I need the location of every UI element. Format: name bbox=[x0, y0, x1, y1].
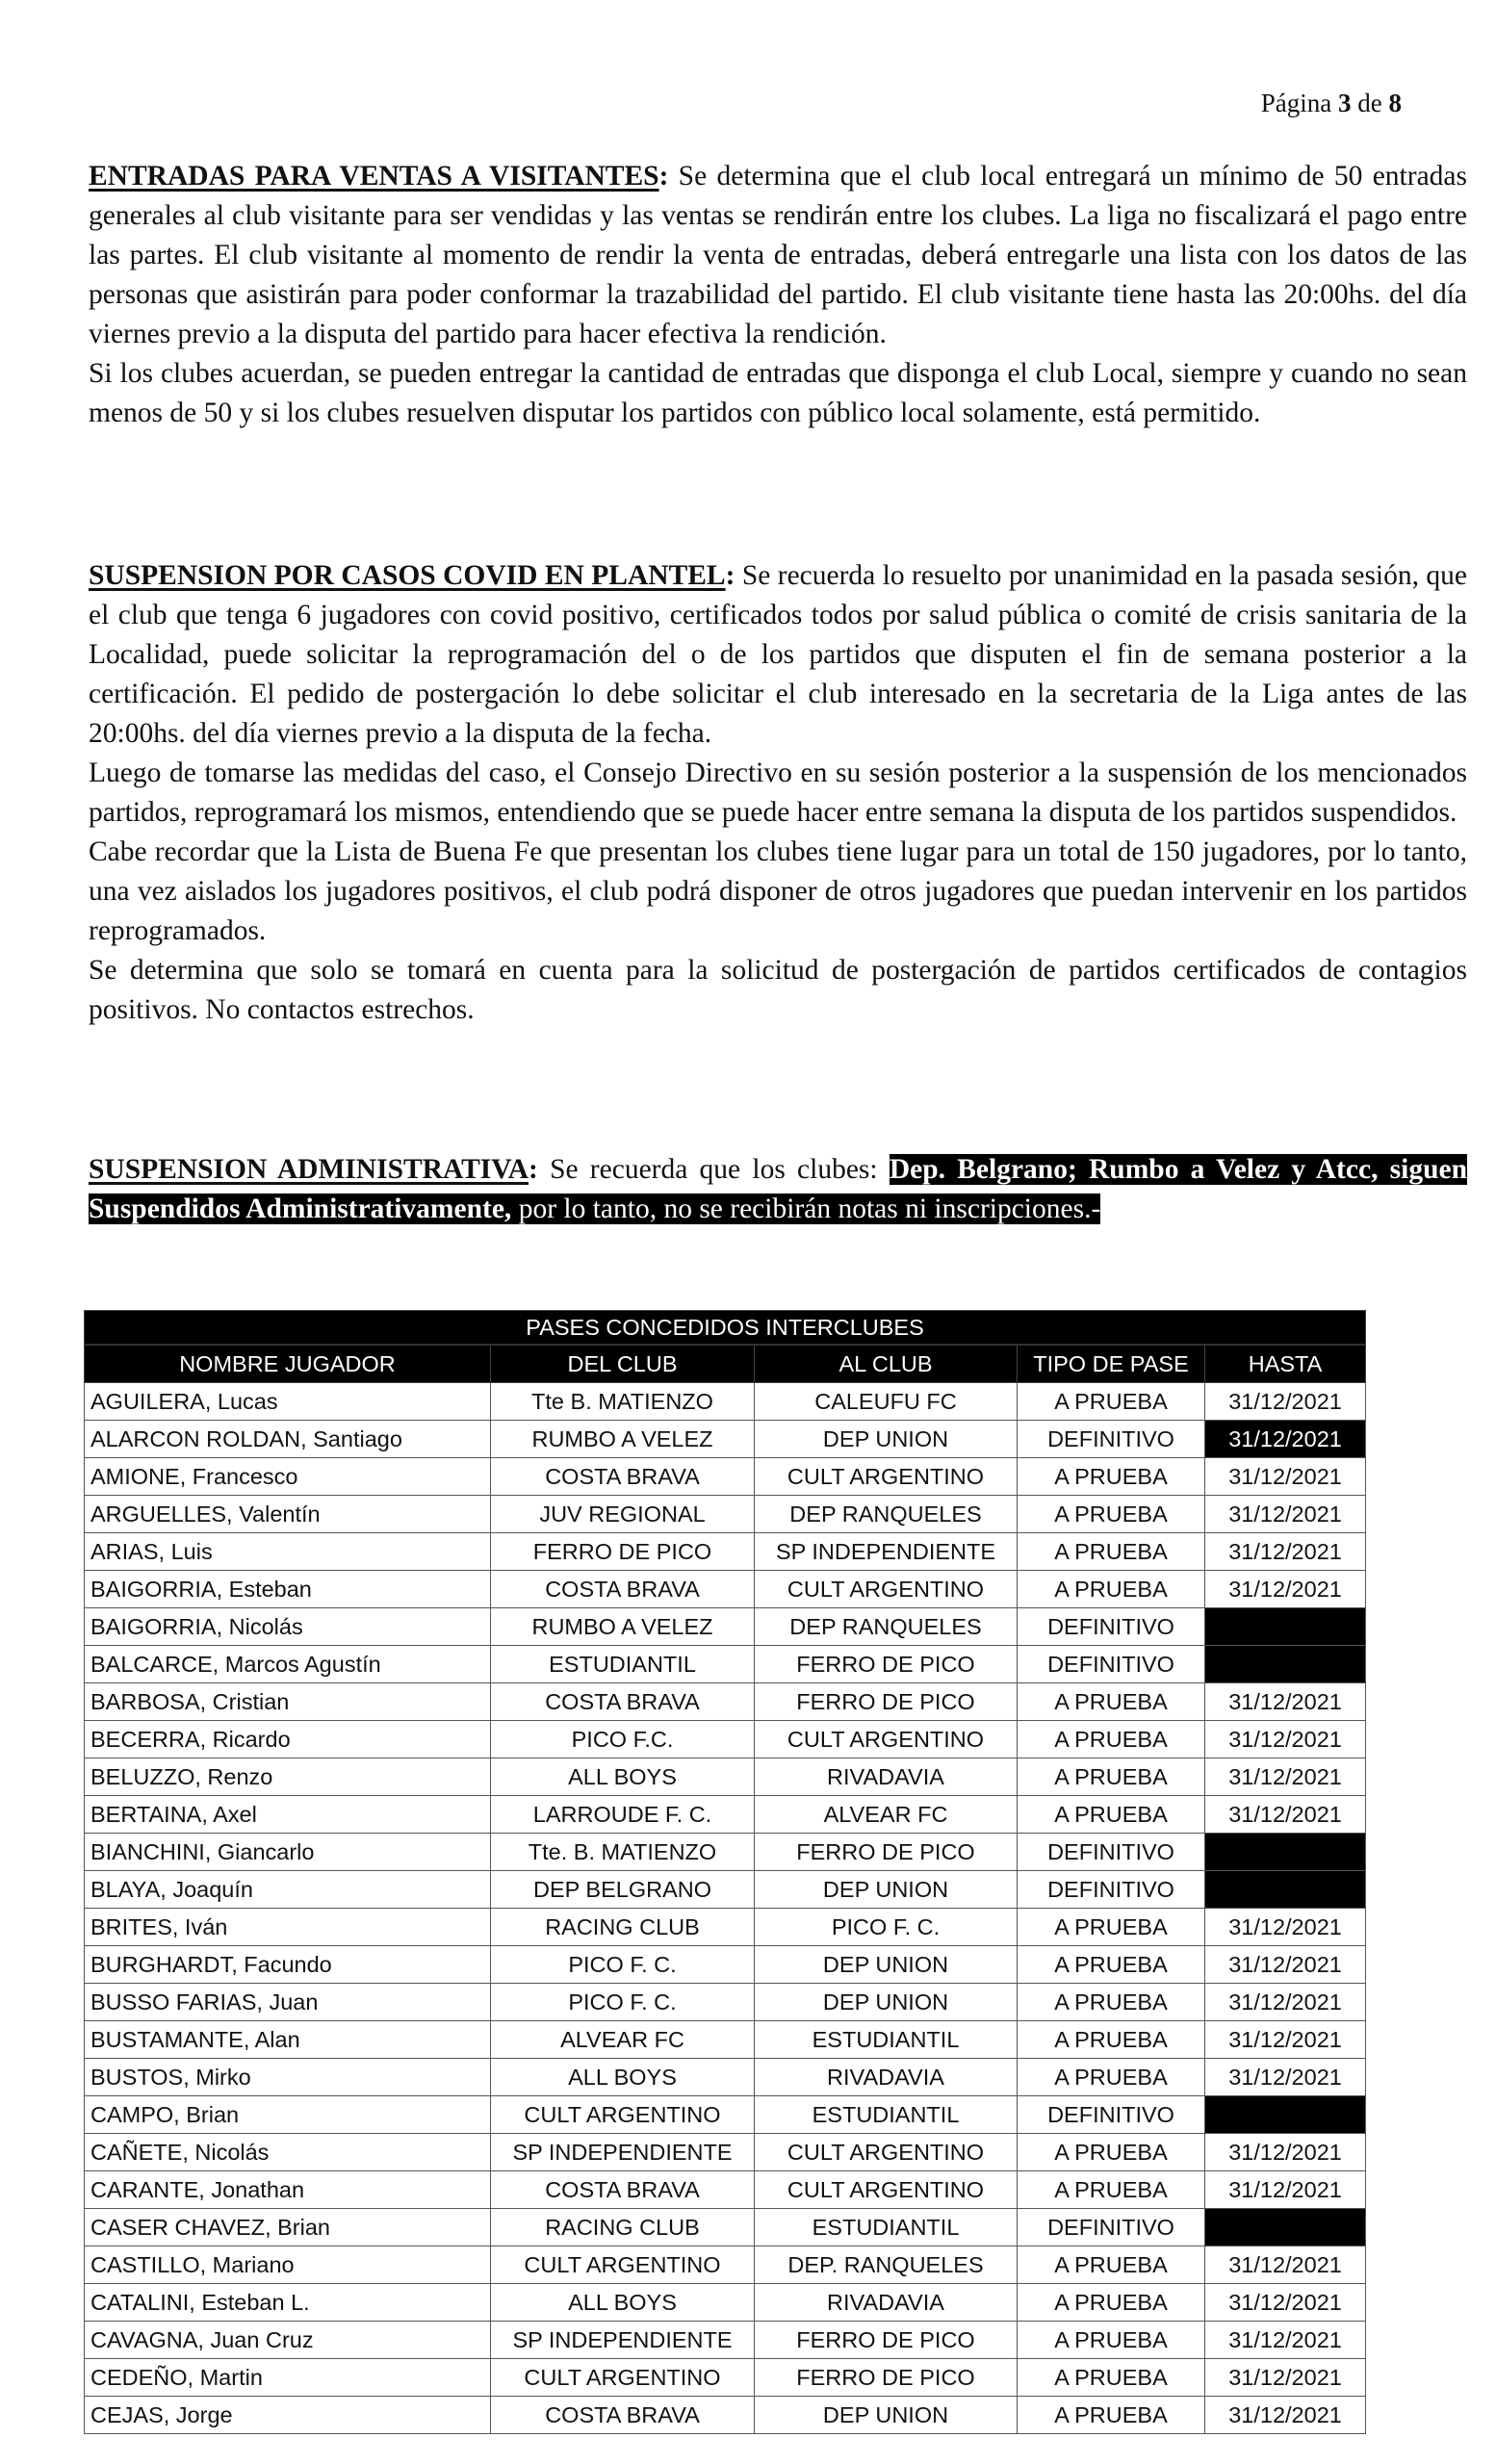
pases-table bbox=[84, 1310, 1366, 2434]
cell-tipo-pase: A PRUEBA bbox=[1018, 1946, 1205, 1984]
cell-nombre: ARGUELLES, Valentín bbox=[85, 1496, 491, 1533]
cell-nombre: BLAYA, Joaquín bbox=[85, 1871, 491, 1909]
cell-al-club: CULT ARGENTINO bbox=[755, 1721, 1018, 1758]
page-number-current: 3 bbox=[1338, 89, 1352, 117]
cell-tipo-pase: A PRUEBA bbox=[1018, 2059, 1205, 2096]
cell-tipo-pase: A PRUEBA bbox=[1018, 2397, 1205, 2434]
table-row bbox=[85, 2209, 1366, 2246]
section-covid-text-1: Se recuerda lo resuelto por unanimidad en la pasada sesión, que el club que tenga 6 jugadores con covid positivo, certificados todos por salud pública o comité de crisis sanitaria de la Localidad, puede solicitar la reprogramación del o de los partidos que disputen el fin de semana posterior a la certificación. El pedido de postergación lo debe solicitar el club interesado en la secretaria de la Liga antes de las 20:00hs. del día viernes previo a la disputa de la fecha. bbox=[89, 560, 1467, 749]
cell-tipo-pase: DEFINITIVO bbox=[1018, 1421, 1205, 1458]
heading-colon: : bbox=[725, 560, 735, 591]
cell-nombre: BERTAINA, Axel bbox=[85, 1796, 491, 1834]
cell-al-club: FERRO DE PICO bbox=[755, 1834, 1018, 1871]
cell-tipo-pase: A PRUEBA bbox=[1018, 2134, 1205, 2171]
table-row bbox=[85, 1421, 1366, 1458]
heading-colon: : bbox=[658, 161, 669, 192]
column-header-tipo: TIPO DE PASE bbox=[1018, 1345, 1205, 1383]
table-row bbox=[85, 2359, 1366, 2397]
cell-al-club: RIVADAVIA bbox=[755, 1758, 1018, 1796]
cell-del-club: PICO F. C. bbox=[491, 1984, 755, 2021]
cell-al-club: DEP UNION bbox=[755, 2397, 1018, 2434]
table-row bbox=[85, 2171, 1366, 2209]
table-row bbox=[85, 1721, 1366, 1758]
cell-hasta: 31/12/2021 bbox=[1205, 2171, 1366, 2209]
cell-del-club: ALL BOYS bbox=[491, 2284, 755, 2322]
cell-del-club: ALVEAR FC bbox=[491, 2021, 755, 2059]
cell-hasta: 31/12/2021 bbox=[1205, 1458, 1366, 1496]
table-row bbox=[85, 2246, 1366, 2284]
cell-tipo-pase: A PRUEBA bbox=[1018, 2021, 1205, 2059]
column-header-del-club: DEL CLUB bbox=[491, 1345, 755, 1383]
cell-del-club: COSTA BRAVA bbox=[491, 1683, 755, 1721]
cell-al-club: FERRO DE PICO bbox=[755, 2322, 1018, 2359]
table-header-row bbox=[85, 1345, 1366, 1383]
cell-tipo-pase: A PRUEBA bbox=[1018, 2246, 1205, 2284]
cell-hasta: 31/12/2021 bbox=[1205, 2397, 1366, 2434]
table-row bbox=[85, 1571, 1366, 1608]
cell-del-club: SP INDEPENDIENTE bbox=[491, 2134, 755, 2171]
cell-hasta: 31/12/2021 bbox=[1205, 1421, 1366, 1458]
cell-al-club: RIVADAVIA bbox=[755, 2284, 1018, 2322]
cell-del-club: CULT ARGENTINO bbox=[491, 2359, 755, 2397]
section-entradas-text-1: Se determina que el club local entregará un mínimo de 50 entradas generales al club visitante para ser vendidas y las ventas se rendirán entre los clubes. La liga no fiscalizará el pago entre las partes. El club visitante al momento de rendir la venta de entradas, deberá entregarle una lista con los datos de las personas que asistirán para poder conformar la trazabilidad del partido. El club visitante tiene hasta las 20:00hs. del día viernes previo a la disputa del partido para hacer efectiva la rendición. bbox=[89, 161, 1467, 349]
cell-tipo-pase: DEFINITIVO bbox=[1018, 2096, 1205, 2134]
section-entradas-paragraph-2: Si los clubes acuerdan, se pueden entregar la cantidad de entradas que disponga el club Local, siempre y cuando no sean menos de 50 y si los clubes resuelven disputar los partidos con público local solamente, está permitido. bbox=[89, 358, 1467, 428]
table-row bbox=[85, 2284, 1366, 2322]
cell-nombre: CASTILLO, Mariano bbox=[85, 2246, 491, 2284]
table-row bbox=[85, 1496, 1366, 1533]
cell-al-club: CULT ARGENTINO bbox=[755, 1458, 1018, 1496]
cell-tipo-pase: A PRUEBA bbox=[1018, 1496, 1205, 1533]
table-row bbox=[85, 1946, 1366, 1984]
cell-hasta: 31/12/2021 bbox=[1205, 1496, 1366, 1533]
cell-nombre: CATALINI, Esteban L. bbox=[85, 2284, 491, 2322]
section-covid-heading: SUSPENSION POR CASOS COVID EN PLANTEL bbox=[89, 560, 726, 591]
cell-tipo-pase: DEFINITIVO bbox=[1018, 1608, 1205, 1646]
cell-al-club: CULT ARGENTINO bbox=[755, 2171, 1018, 2209]
cell-al-club: DEP UNION bbox=[755, 1421, 1018, 1458]
cell-al-club: DEP UNION bbox=[755, 1946, 1018, 1984]
cell-del-club: COSTA BRAVA bbox=[491, 1458, 755, 1496]
cell-hasta bbox=[1205, 1646, 1366, 1683]
cell-nombre: BAIGORRIA, Nicolás bbox=[85, 1608, 491, 1646]
cell-nombre: AMIONE, Francesco bbox=[85, 1458, 491, 1496]
table-row bbox=[85, 1458, 1366, 1496]
cell-tipo-pase: DEFINITIVO bbox=[1018, 1871, 1205, 1909]
section-covid-paragraph-4: Se determina que solo se tomará en cuenta para la solicitud de postergación de partidos certificados de contagios positivos. No contactos estrechos. bbox=[89, 955, 1467, 1025]
table-title-row bbox=[85, 1311, 1366, 1346]
column-header-al-club: AL CLUB bbox=[755, 1345, 1018, 1383]
cell-tipo-pase: A PRUEBA bbox=[1018, 1796, 1205, 1834]
cell-nombre: CAMPO, Brian bbox=[85, 2096, 491, 2134]
cell-al-club: FERRO DE PICO bbox=[755, 1683, 1018, 1721]
cell-al-club: CULT ARGENTINO bbox=[755, 1571, 1018, 1608]
heading-colon: : bbox=[529, 1154, 538, 1185]
cell-nombre: BUSTAMANTE, Alan bbox=[85, 2021, 491, 2059]
cell-del-club: RUMBO A VELEZ bbox=[491, 1608, 755, 1646]
cell-al-club: CALEUFU FC bbox=[755, 1383, 1018, 1421]
cell-hasta: 31/12/2021 bbox=[1205, 1571, 1366, 1608]
cell-nombre: BAIGORRIA, Esteban bbox=[85, 1571, 491, 1608]
table-row bbox=[85, 2059, 1366, 2096]
cell-nombre: AGUILERA, Lucas bbox=[85, 1383, 491, 1421]
cell-del-club: FERRO DE PICO bbox=[491, 1533, 755, 1571]
cell-al-club: DEP RANQUELES bbox=[755, 1496, 1018, 1533]
cell-tipo-pase: A PRUEBA bbox=[1018, 2171, 1205, 2209]
cell-al-club: DEP UNION bbox=[755, 1871, 1018, 1909]
cell-nombre: BECERRA, Ricardo bbox=[85, 1721, 491, 1758]
cell-al-club: DEP. RANQUELES bbox=[755, 2246, 1018, 2284]
page-number-prefix: Página bbox=[1260, 89, 1332, 117]
cell-del-club: DEP BELGRANO bbox=[491, 1871, 755, 1909]
cell-del-club: SP INDEPENDIENTE bbox=[491, 2322, 755, 2359]
suspended-clubs-highlight: Dep. Belgrano; Rumbo a Velez y Atcc, siguen Suspendidos Administrativamente, bbox=[89, 1154, 1467, 1224]
cell-del-club: PICO F.C. bbox=[491, 1721, 755, 1758]
cell-del-club: COSTA BRAVA bbox=[491, 2171, 755, 2209]
cell-tipo-pase: A PRUEBA bbox=[1018, 2322, 1205, 2359]
column-header-hasta: HASTA bbox=[1205, 1345, 1366, 1383]
table-body bbox=[85, 1383, 1366, 2434]
table-row bbox=[85, 2322, 1366, 2359]
cell-al-club: DEP UNION bbox=[755, 1984, 1018, 2021]
table-row bbox=[85, 2134, 1366, 2171]
cell-del-club: COSTA BRAVA bbox=[491, 1571, 755, 1608]
table-row bbox=[85, 1533, 1366, 1571]
section-administrativa-intro: Se recuerda que los clubes: bbox=[537, 1154, 890, 1185]
cell-hasta: 31/12/2021 bbox=[1205, 2021, 1366, 2059]
section-entradas-paragraph-1 bbox=[89, 157, 1467, 354]
table-row bbox=[85, 1834, 1366, 1871]
column-header-nombre: NOMBRE JUGADOR bbox=[85, 1345, 491, 1383]
cell-hasta bbox=[1205, 1608, 1366, 1646]
cell-del-club: RUMBO A VELEZ bbox=[491, 1421, 755, 1458]
cell-hasta: 31/12/2021 bbox=[1205, 1796, 1366, 1834]
cell-nombre: CAÑETE, Nicolás bbox=[85, 2134, 491, 2171]
cell-hasta: 31/12/2021 bbox=[1205, 2134, 1366, 2171]
table-row bbox=[85, 2096, 1366, 2134]
cell-hasta: 31/12/2021 bbox=[1205, 2359, 1366, 2397]
cell-del-club: PICO F. C. bbox=[491, 1946, 755, 1984]
cell-al-club: PICO F. C. bbox=[755, 1909, 1018, 1946]
section-covid bbox=[89, 556, 1467, 1030]
cell-al-club: FERRO DE PICO bbox=[755, 1646, 1018, 1683]
cell-tipo-pase: A PRUEBA bbox=[1018, 1571, 1205, 1608]
table-row bbox=[85, 1646, 1366, 1683]
cell-del-club: RACING CLUB bbox=[491, 2209, 755, 2246]
cell-tipo-pase: A PRUEBA bbox=[1018, 1721, 1205, 1758]
cell-del-club: RACING CLUB bbox=[491, 1909, 755, 1946]
page-number-total: 8 bbox=[1388, 89, 1402, 117]
cell-nombre: BURGHARDT, Facundo bbox=[85, 1946, 491, 1984]
section-administrativa bbox=[89, 1150, 1467, 1229]
table-row bbox=[85, 1383, 1366, 1421]
pases-table-container bbox=[84, 1310, 1365, 2434]
table-row bbox=[85, 1683, 1366, 1721]
cell-hasta: 31/12/2021 bbox=[1205, 2284, 1366, 2322]
cell-tipo-pase: A PRUEBA bbox=[1018, 2284, 1205, 2322]
cell-hasta: 31/12/2021 bbox=[1205, 2246, 1366, 2284]
section-covid-paragraph-3: Cabe recordar que la Lista de Buena Fe que presentan los clubes tiene lugar para un total de 150 jugadores, por lo tanto, una vez aislados los jugadores positivos, el club podrá disponer de otros jugadores que puedan intervenir en los partidos reprogramados. bbox=[89, 836, 1467, 946]
table-row bbox=[85, 1871, 1366, 1909]
suspended-clubs-note: por lo tanto, no se recibirán notas ni inscripciones.- bbox=[511, 1194, 1101, 1224]
cell-del-club: CULT ARGENTINO bbox=[491, 2096, 755, 2134]
cell-hasta: 31/12/2021 bbox=[1205, 2322, 1366, 2359]
table-row bbox=[85, 1984, 1366, 2021]
cell-tipo-pase: A PRUEBA bbox=[1018, 1458, 1205, 1496]
section-covid-paragraph-1 bbox=[89, 556, 1467, 754]
cell-nombre: ARIAS, Luis bbox=[85, 1533, 491, 1571]
cell-al-club: CULT ARGENTINO bbox=[755, 2134, 1018, 2171]
page-number bbox=[1261, 89, 1402, 118]
cell-hasta bbox=[1205, 1834, 1366, 1871]
cell-nombre: BELUZZO, Renzo bbox=[85, 1758, 491, 1796]
cell-nombre: BUSSO FARIAS, Juan bbox=[85, 1984, 491, 2021]
cell-nombre: CARANTE, Jonathan bbox=[85, 2171, 491, 2209]
cell-nombre: CAVAGNA, Juan Cruz bbox=[85, 2322, 491, 2359]
section-administrativa-paragraph bbox=[89, 1150, 1467, 1229]
cell-del-club: ALL BOYS bbox=[491, 1758, 755, 1796]
cell-nombre: CEJAS, Jorge bbox=[85, 2397, 491, 2434]
cell-nombre: CEDEÑO, Martin bbox=[85, 2359, 491, 2397]
table-title: PASES CONCEDIDOS INTERCLUBES bbox=[85, 1311, 1366, 1346]
cell-nombre: BUSTOS, Mirko bbox=[85, 2059, 491, 2096]
cell-tipo-pase: A PRUEBA bbox=[1018, 1984, 1205, 2021]
cell-al-club: ESTUDIANTIL bbox=[755, 2021, 1018, 2059]
cell-tipo-pase: A PRUEBA bbox=[1018, 1533, 1205, 1571]
cell-del-club: LARROUDE F. C. bbox=[491, 1796, 755, 1834]
cell-al-club: FERRO DE PICO bbox=[755, 2359, 1018, 2397]
cell-hasta bbox=[1205, 2209, 1366, 2246]
table-row bbox=[85, 1608, 1366, 1646]
cell-del-club: CULT ARGENTINO bbox=[491, 2246, 755, 2284]
cell-hasta: 31/12/2021 bbox=[1205, 1533, 1366, 1571]
cell-tipo-pase: A PRUEBA bbox=[1018, 1683, 1205, 1721]
cell-tipo-pase: DEFINITIVO bbox=[1018, 2209, 1205, 2246]
cell-nombre: BARBOSA, Cristian bbox=[85, 1683, 491, 1721]
cell-al-club: ESTUDIANTIL bbox=[755, 2096, 1018, 2134]
table-row bbox=[85, 2397, 1366, 2434]
cell-al-club: SP INDEPENDIENTE bbox=[755, 1533, 1018, 1571]
cell-nombre: BRITES, Iván bbox=[85, 1909, 491, 1946]
cell-hasta: 31/12/2021 bbox=[1205, 1909, 1366, 1946]
cell-hasta: 31/12/2021 bbox=[1205, 1758, 1366, 1796]
cell-tipo-pase: A PRUEBA bbox=[1018, 2359, 1205, 2397]
cell-tipo-pase: DEFINITIVO bbox=[1018, 1834, 1205, 1871]
cell-del-club: Tte B. MATIENZO bbox=[491, 1383, 755, 1421]
cell-del-club: JUV REGIONAL bbox=[491, 1496, 755, 1533]
cell-tipo-pase: A PRUEBA bbox=[1018, 1383, 1205, 1421]
cell-hasta: 31/12/2021 bbox=[1205, 1383, 1366, 1421]
section-entradas bbox=[89, 157, 1467, 433]
table-row bbox=[85, 1796, 1366, 1834]
cell-al-club: ESTUDIANTIL bbox=[755, 2209, 1018, 2246]
cell-hasta: 31/12/2021 bbox=[1205, 1984, 1366, 2021]
cell-al-club: DEP RANQUELES bbox=[755, 1608, 1018, 1646]
cell-al-club: ALVEAR FC bbox=[755, 1796, 1018, 1834]
cell-del-club: ESTUDIANTIL bbox=[491, 1646, 755, 1683]
table-row bbox=[85, 1909, 1366, 1946]
cell-hasta: 31/12/2021 bbox=[1205, 1721, 1366, 1758]
table-row bbox=[85, 2021, 1366, 2059]
cell-hasta bbox=[1205, 2096, 1366, 2134]
cell-hasta bbox=[1205, 1871, 1366, 1909]
cell-del-club: ALL BOYS bbox=[491, 2059, 755, 2096]
cell-nombre: ALARCON ROLDAN, Santiago bbox=[85, 1421, 491, 1458]
page-number-sep: de bbox=[1357, 89, 1382, 117]
cell-al-club: RIVADAVIA bbox=[755, 2059, 1018, 2096]
section-administrativa-heading: SUSPENSION ADMINISTRATIVA bbox=[89, 1154, 529, 1185]
cell-hasta: 31/12/2021 bbox=[1205, 1683, 1366, 1721]
cell-nombre: BIANCHINI, Giancarlo bbox=[85, 1834, 491, 1871]
cell-nombre: BALCARCE, Marcos Agustín bbox=[85, 1646, 491, 1683]
cell-del-club: COSTA BRAVA bbox=[491, 2397, 755, 2434]
cell-nombre: CASER CHAVEZ, Brian bbox=[85, 2209, 491, 2246]
cell-hasta: 31/12/2021 bbox=[1205, 2059, 1366, 2096]
cell-tipo-pase: DEFINITIVO bbox=[1018, 1646, 1205, 1683]
table-row bbox=[85, 1758, 1366, 1796]
cell-hasta: 31/12/2021 bbox=[1205, 1946, 1366, 1984]
cell-del-club: Tte. B. MATIENZO bbox=[491, 1834, 755, 1871]
cell-tipo-pase: A PRUEBA bbox=[1018, 1758, 1205, 1796]
section-covid-paragraph-2: Luego de tomarse las medidas del caso, el Consejo Directivo en su sesión posterior a la suspensión de los mencionados partidos, reprogramará los mismos, entendiendo que se puede hacer entre semana la disputa de los partidos suspendidos. bbox=[89, 757, 1467, 828]
section-entradas-heading: ENTRADAS PARA VENTAS A VISITANTES bbox=[89, 161, 659, 192]
cell-tipo-pase: A PRUEBA bbox=[1018, 1909, 1205, 1946]
